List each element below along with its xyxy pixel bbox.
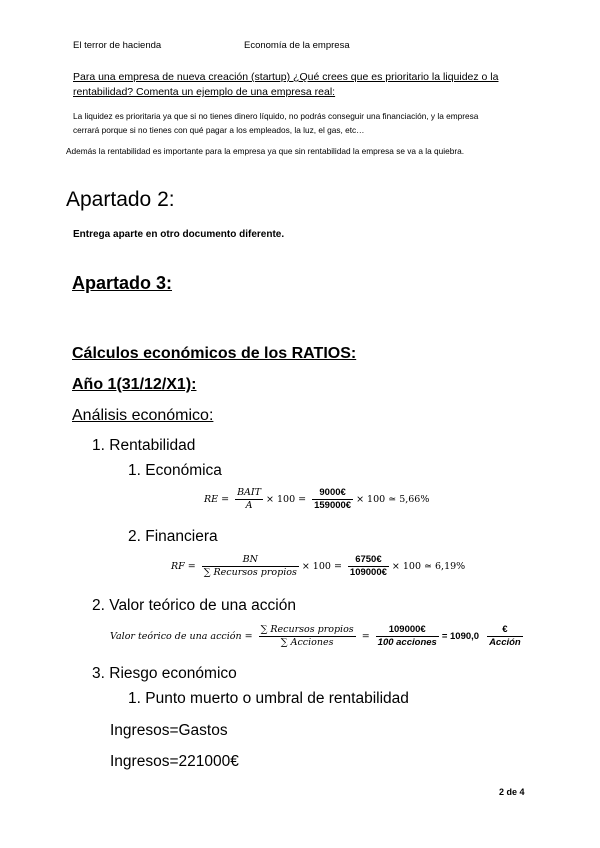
ingresos-line-2: Ingresos=221000€ [110,753,239,770]
list-number: 1. [92,437,105,454]
formula-fraction-symbolic [259,624,356,649]
list-label: Financiera [145,528,218,545]
formula-lhs: Valor teórico de una acción [110,631,242,642]
list-number: 3. [92,665,105,682]
formula-fraction-values [376,624,439,649]
list-label: Rentabilidad [109,437,196,454]
header-center: Economía de la empresa [244,40,350,51]
denominator: 159000€ [314,500,352,511]
denominator: A [245,500,253,511]
denominator: 109000€ [349,567,387,578]
list-label: Económica [145,462,222,479]
formula-fraction-values [312,487,353,512]
question-line-2: rentabilidad? Comenta un ejemplo de una empresa real: [73,86,336,98]
list-label: Riesgo económico [109,665,237,682]
question-line-1: Para una empresa de nueva creación (startup) ¿Qué crees que es prioritario la liquidez o la [73,71,499,83]
ingresos-line-1: Ingresos=Gastos [110,722,228,739]
denominator: ∑ Recursos propios [203,567,297,578]
unit-denominator: Acción [489,637,521,648]
answer-line-3: Además la rentabilidad es importante para la empresa ya que sin rentabilidad la empresa se va a la quiebra. [66,146,465,156]
formula-fraction-symbolic [235,487,263,512]
numerator: 109000€ [388,624,426,635]
list-label: Punto muerto o umbral de rentabilidad [145,690,409,707]
list-item-valor-teorico [92,597,296,615]
numerator: ∑ Recursos propios [260,624,354,635]
list-number: 1. [128,462,141,479]
page-number: 2 de 4 [499,787,525,797]
list-item-financiera [128,528,218,546]
formula-re: RE = $\frac{\text{BAIT}}{A}$ × 100 = $\frac{9000€}{159000€}$ × 100 ≃ 5,66% [204,487,430,511]
formula-times: × 100 [301,561,331,572]
formula-fraction-values [348,554,389,579]
list-label: Valor teórico de una acción [109,597,296,614]
formula-result: × 100 ≃ 6,19% [391,561,466,572]
analisis-title: Análisis económico: [72,407,214,424]
answer-line-2: cerrará porque si no tienes con qué pagar a los empleados, la luz, el gas, etc… [73,125,365,135]
calculos-title: Cálculos económicos de los RATIOS: [72,345,357,362]
year-title: Año 1(31/12/X1): [72,376,197,393]
numerator: 9000€ [319,487,346,498]
apartado-2-title: Apartado 2: [66,188,175,211]
apartado-2-text: Entrega aparte en otro documento diferente. [73,229,285,240]
list-item-economica [128,462,222,480]
formula-lhs: RE [204,494,219,505]
apartado-3-title: Apartado 3: [72,273,173,293]
formula-result: × 100 ≃ 5,66% [356,494,430,505]
formula-vt: Valor teórico de una acción = $\frac{\text{∑ Recursos propios}}{\text{∑ Acciones}}$ = $\frac{109000€}{\text{100 acciones}}$ = 1090,0 $\frac{€}{\text{Acción}}$ [110,624,521,648]
denominator: ∑ Acciones [280,637,334,648]
numerator: 6750€ [355,554,382,565]
denominator: 100 acciones [377,637,437,648]
formula-result: = 1090,0 [441,631,480,642]
list-item-riesgo [92,665,237,683]
numerator: BAIT [237,487,261,498]
header-left: El terror de hacienda [73,40,162,51]
list-item-rentabilidad [92,437,195,455]
formula-times: × 100 [266,494,296,505]
list-item-punto-muerto [128,690,409,708]
numerator: BN [242,554,258,565]
list-number: 2. [92,597,105,614]
formula-lhs: RF [171,561,185,572]
formula-rf: RF = $\frac{BN}{\text{∑ Recursos propios}}$ × 100 = $\frac{6750€}{109000€}$ × 100 ≃ 6,19% [171,554,466,578]
formula-fraction-symbolic [202,554,299,579]
list-number: 1. [128,690,141,707]
formula-unit [487,624,523,649]
answer-line-1: La liquidez es prioritaria ya que si no tienes dinero líquido, no podrás conseguir una financiación, y la empresa [73,111,479,121]
unit-numerator: € [502,624,508,635]
list-number: 2. [128,528,141,545]
